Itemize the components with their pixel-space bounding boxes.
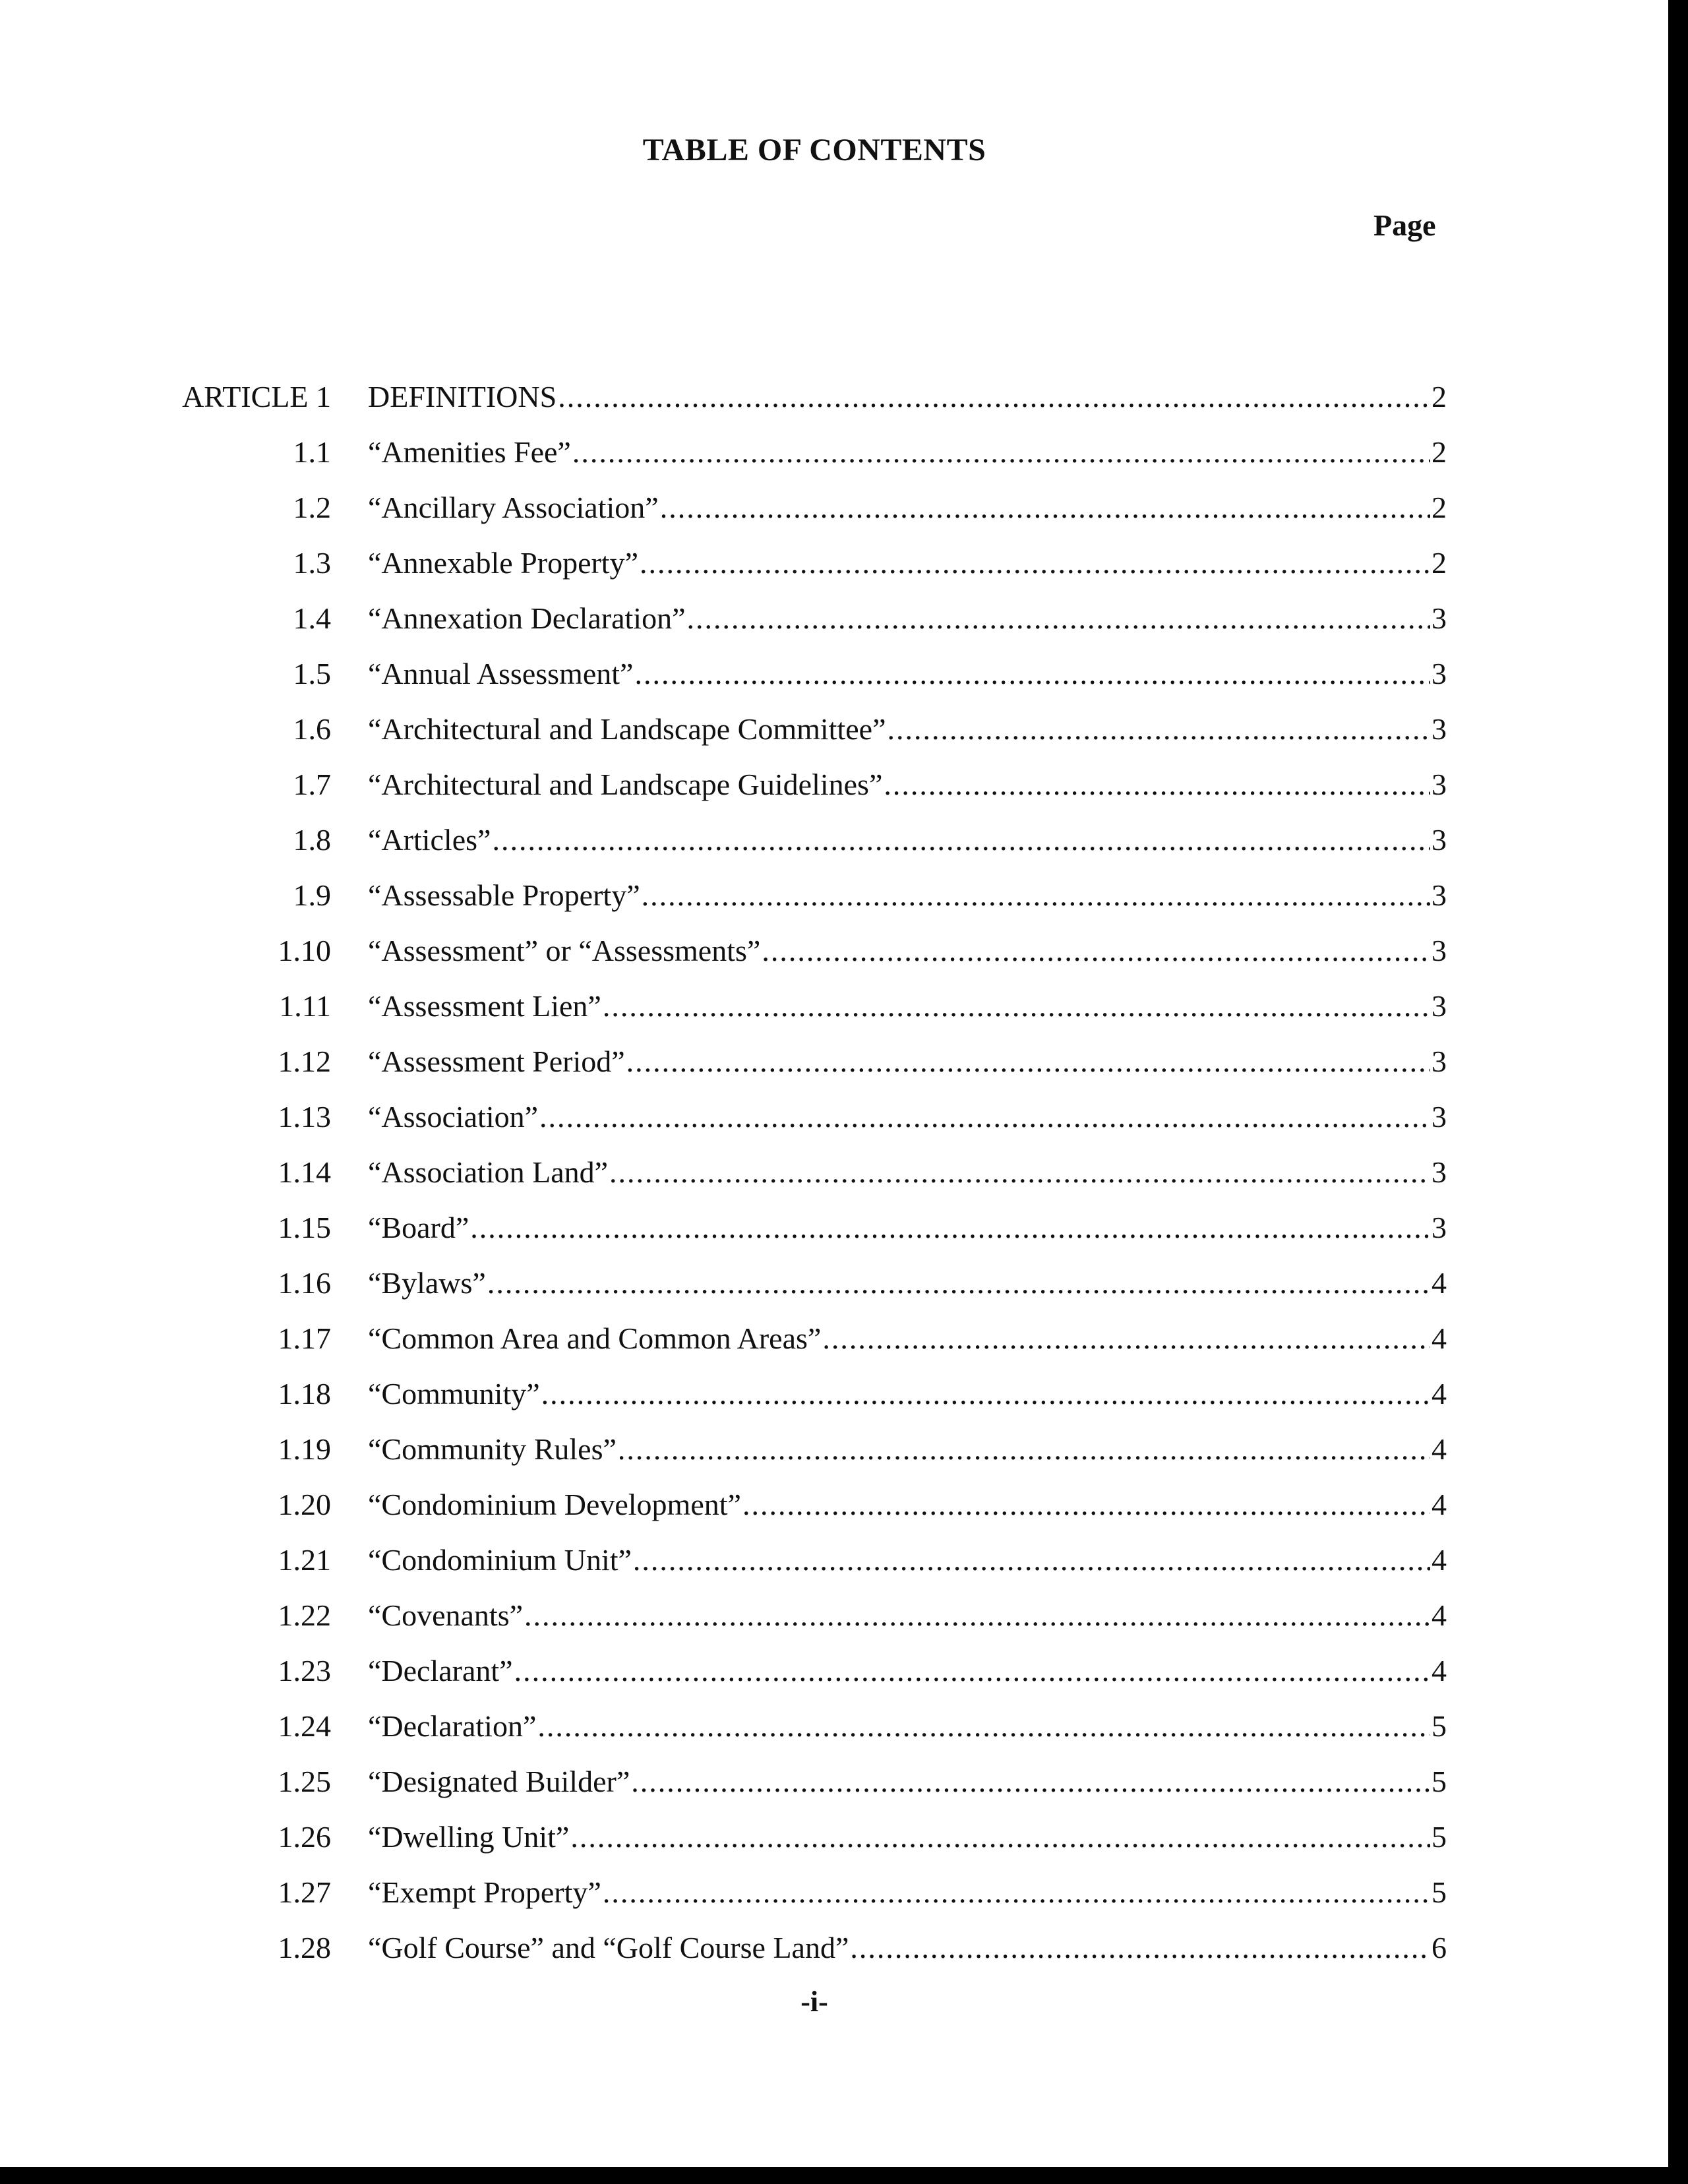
toc-entry <box>0 1034 1688 1089</box>
toc-entry-page: 5 <box>1432 1820 1447 1854</box>
toc-entry-page: 3 <box>1432 1100 1447 1134</box>
toc-entry <box>0 1145 1688 1200</box>
toc-entry-title: “Assessment” or “Assessments” <box>368 934 761 967</box>
toc-entry-line <box>368 1809 1447 1865</box>
toc-entry-page: 2 <box>1432 435 1447 469</box>
toc-entry <box>0 1477 1688 1532</box>
toc-entry-line <box>368 369 1447 425</box>
toc-entry-title: “Condominium Unit” <box>368 1543 632 1577</box>
toc-entry-number: 1.26 <box>278 1820 331 1854</box>
toc-entry-title: “Association Land” <box>368 1155 609 1189</box>
toc-entry <box>0 702 1688 757</box>
toc-entry-number: ARTICLE 1 <box>182 380 331 413</box>
toc-entry <box>0 1920 1688 1976</box>
toc-entry-title: “Assessable Property” <box>368 878 640 912</box>
toc-entry-number: 1.19 <box>278 1432 331 1466</box>
toc-entry <box>0 812 1688 868</box>
toc-entry-line <box>368 1865 1447 1920</box>
toc-entry-page: 3 <box>1432 1211 1447 1244</box>
toc-entry-title: “Annexation Declaration” <box>368 601 686 635</box>
toc-dot-leader <box>541 1366 1430 1422</box>
toc-entry-number: 1.5 <box>293 657 331 690</box>
toc-entry <box>0 425 1688 480</box>
toc-entry-line <box>368 646 1447 702</box>
toc-entry-title: “Board” <box>368 1211 469 1244</box>
toc-dot-leader <box>887 702 1430 757</box>
toc-entry <box>0 369 1688 425</box>
toc-entry-line <box>368 1366 1447 1422</box>
toc-dot-leader <box>850 1920 1430 1976</box>
toc-entry-title: “Bylaws” <box>368 1266 486 1300</box>
toc-entry <box>0 1256 1688 1311</box>
toc-entry-number: 1.24 <box>278 1709 331 1743</box>
toc-dot-leader <box>558 369 1430 425</box>
toc-dot-leader <box>687 591 1431 646</box>
toc-entry-page: 4 <box>1432 1598 1447 1632</box>
toc-entry-page: 4 <box>1432 1543 1447 1577</box>
toc-entry-number: 1.28 <box>278 1931 331 1964</box>
toc-entry <box>0 1200 1688 1256</box>
toc-entry-number: 1.16 <box>278 1266 331 1300</box>
toc-entry-page: 5 <box>1432 1765 1447 1798</box>
toc-entry-title: “Condominium Development” <box>368 1488 741 1521</box>
toc-entry-line <box>368 1145 1447 1200</box>
toc-entry-page: 3 <box>1432 934 1447 967</box>
toc-entry-page: 3 <box>1432 657 1447 690</box>
toc-entry-number: 1.25 <box>278 1765 331 1798</box>
toc-dot-leader <box>603 979 1430 1034</box>
toc-entry-number: 1.21 <box>278 1543 331 1577</box>
toc-entry-line <box>368 1477 1447 1532</box>
toc-entry-page: 4 <box>1432 1654 1447 1687</box>
toc-entry-line <box>368 1920 1447 1976</box>
toc-entry-line <box>368 702 1447 757</box>
toc-entry-number: 1.23 <box>278 1654 331 1687</box>
toc-dot-leader <box>470 1200 1430 1256</box>
page-title: TABLE OF CONTENTS <box>642 133 986 167</box>
toc-entry-title: “Exempt Property” <box>368 1875 601 1909</box>
toc-entry-page: 3 <box>1432 768 1447 801</box>
toc-entry-number: 1.13 <box>278 1100 331 1134</box>
toc-entry-title: “Amenities Fee” <box>368 435 571 469</box>
toc-dot-leader <box>572 425 1430 480</box>
toc-dot-leader <box>640 535 1430 591</box>
toc-dot-leader <box>492 812 1430 868</box>
toc-entry-page: 3 <box>1432 601 1447 635</box>
toc-entry-page: 4 <box>1432 1488 1447 1521</box>
scan-edge-bottom <box>0 2167 1688 2184</box>
toc-entry <box>0 1311 1688 1366</box>
toc-entry-title: “Common Area and Common Areas” <box>368 1321 822 1355</box>
toc-entry-number: 1.15 <box>278 1211 331 1244</box>
toc-entry <box>0 979 1688 1034</box>
toc-entry-title: “Articles” <box>368 823 491 857</box>
toc-entry-page: 2 <box>1432 380 1447 413</box>
toc-entry <box>0 1865 1688 1920</box>
toc-entry-title: “Designated Builder” <box>368 1765 630 1798</box>
toc-dot-leader <box>822 1311 1430 1366</box>
toc-dot-leader <box>514 1643 1430 1699</box>
toc-entry-line <box>368 1588 1447 1643</box>
toc-entry <box>0 1366 1688 1422</box>
toc-dot-leader <box>537 1699 1430 1754</box>
toc-dot-leader <box>631 1754 1430 1809</box>
toc-entry-number: 1.14 <box>278 1155 331 1189</box>
toc-entry-title: “Assessment Lien” <box>368 989 601 1023</box>
toc-entry-page: 4 <box>1432 1266 1447 1300</box>
toc-entry-title: “Declaration” <box>368 1709 537 1743</box>
toc-entry-page: 3 <box>1432 823 1447 857</box>
toc-dot-leader <box>487 1256 1430 1311</box>
toc-entry-line <box>368 1311 1447 1366</box>
toc-entry-line <box>368 425 1447 480</box>
toc-entry-line <box>368 1422 1447 1477</box>
toc-entry-page: 4 <box>1432 1377 1447 1410</box>
toc-entry-line <box>368 868 1447 923</box>
toc-entry-number: 1.7 <box>293 768 331 801</box>
toc-entry-page: 2 <box>1432 546 1447 580</box>
toc-dot-leader <box>642 868 1430 923</box>
toc-entry-number: 1.11 <box>279 989 331 1023</box>
toc-dot-leader <box>603 1865 1430 1920</box>
toc-dot-leader <box>618 1422 1430 1477</box>
toc-entry-number: 1.1 <box>293 435 331 469</box>
toc-entry-line <box>368 1532 1447 1588</box>
toc-dot-leader <box>626 1034 1430 1089</box>
toc-entry <box>0 1643 1688 1699</box>
toc-dot-leader <box>539 1089 1430 1145</box>
toc-entry <box>0 757 1688 812</box>
toc-entry <box>0 1089 1688 1145</box>
toc-entry-number: 1.4 <box>293 601 331 635</box>
toc-entry <box>0 535 1688 591</box>
toc-entry-title: “Annual Assessment” <box>368 657 634 690</box>
toc-entry-number: 1.2 <box>293 491 331 524</box>
toc-entry <box>0 1699 1688 1754</box>
toc-entry-number: 1.18 <box>278 1377 331 1410</box>
toc-entry-page: 3 <box>1432 878 1447 912</box>
toc-entry-page: 3 <box>1432 1155 1447 1189</box>
toc-dot-leader <box>742 1477 1430 1532</box>
toc-dot-leader <box>524 1588 1430 1643</box>
toc-entry <box>0 923 1688 979</box>
toc-entry-line <box>368 979 1447 1034</box>
toc-entry-line <box>368 535 1447 591</box>
toc-entry-line <box>368 1200 1447 1256</box>
footer-page-number: -i- <box>800 1986 828 2018</box>
scan-edge-right <box>1668 0 1688 2184</box>
toc-entry <box>0 1532 1688 1588</box>
toc-entry <box>0 1588 1688 1643</box>
toc-entry-title: “Golf Course” and “Golf Course Land” <box>368 1931 849 1964</box>
toc-entry-line <box>368 591 1447 646</box>
toc-entry-title: “Dwelling Unit” <box>368 1820 570 1854</box>
toc-entry-title: “Architectural and Landscape Guidelines” <box>368 768 883 801</box>
toc-entry-page: 3 <box>1432 1045 1447 1078</box>
toc-entry-line <box>368 923 1447 979</box>
toc-entry-line <box>368 1256 1447 1311</box>
toc-entry <box>0 868 1688 923</box>
toc-entry-page: 5 <box>1432 1875 1447 1909</box>
page-column-header: Page <box>1373 208 1436 242</box>
toc-entry <box>0 1809 1688 1865</box>
toc-entry-line <box>368 1754 1447 1809</box>
toc-entry-number: 1.6 <box>293 712 331 746</box>
toc-dot-leader <box>570 1809 1430 1865</box>
toc-entry-line <box>368 812 1447 868</box>
toc-entry-line <box>368 480 1447 535</box>
toc-entry <box>0 1422 1688 1477</box>
toc-entry-number: 1.3 <box>293 546 331 580</box>
toc-entry <box>0 646 1688 702</box>
toc-entry-title: “Assessment Period” <box>368 1045 625 1078</box>
toc-entry-title: DEFINITIONS <box>368 380 557 413</box>
toc-entry-number: 1.10 <box>278 934 331 967</box>
toc-dot-leader <box>633 1532 1430 1588</box>
toc-entry-line <box>368 1089 1447 1145</box>
toc-entry-number: 1.9 <box>293 878 331 912</box>
toc-entry-line <box>368 1034 1447 1089</box>
toc-entry-number: 1.27 <box>278 1875 331 1909</box>
toc-entry-number: 1.8 <box>293 823 331 857</box>
toc-dot-leader <box>634 646 1430 702</box>
toc-dot-leader <box>660 480 1430 535</box>
toc-entry-number: 1.20 <box>278 1488 331 1521</box>
toc-entry-page: 3 <box>1432 989 1447 1023</box>
toc-entry-title: “Community Rules” <box>368 1432 617 1466</box>
toc-entry-title: “Annexable Property” <box>368 546 639 580</box>
toc-entry-page: 5 <box>1432 1709 1447 1743</box>
toc-entry-page: 4 <box>1432 1321 1447 1355</box>
toc-entry <box>0 1754 1688 1809</box>
toc-entry-page: 3 <box>1432 712 1447 746</box>
toc-entry-number: 1.12 <box>278 1045 331 1078</box>
toc-entry-title: “Ancillary Association” <box>368 491 659 524</box>
toc-entry-line <box>368 1643 1447 1699</box>
toc-entry-page: 6 <box>1432 1931 1447 1964</box>
toc-entry-page: 2 <box>1432 491 1447 524</box>
toc-entry-title: “Covenants” <box>368 1598 524 1632</box>
table-of-contents <box>0 369 1688 1976</box>
toc-entry-title: “Declarant” <box>368 1654 513 1687</box>
toc-entry <box>0 480 1688 535</box>
toc-entry-line <box>368 757 1447 812</box>
toc-entry <box>0 591 1688 646</box>
toc-entry-number: 1.17 <box>278 1321 331 1355</box>
toc-entry-page: 4 <box>1432 1432 1447 1466</box>
toc-entry-number: 1.22 <box>278 1598 331 1632</box>
toc-entry-title: “Architectural and Landscape Committee” <box>368 712 886 746</box>
toc-dot-leader <box>609 1145 1430 1200</box>
toc-entry-title: “Association” <box>368 1100 539 1134</box>
toc-dot-leader <box>884 757 1430 812</box>
toc-dot-leader <box>762 923 1430 979</box>
toc-entry-title: “Community” <box>368 1377 540 1410</box>
toc-entry-line <box>368 1699 1447 1754</box>
